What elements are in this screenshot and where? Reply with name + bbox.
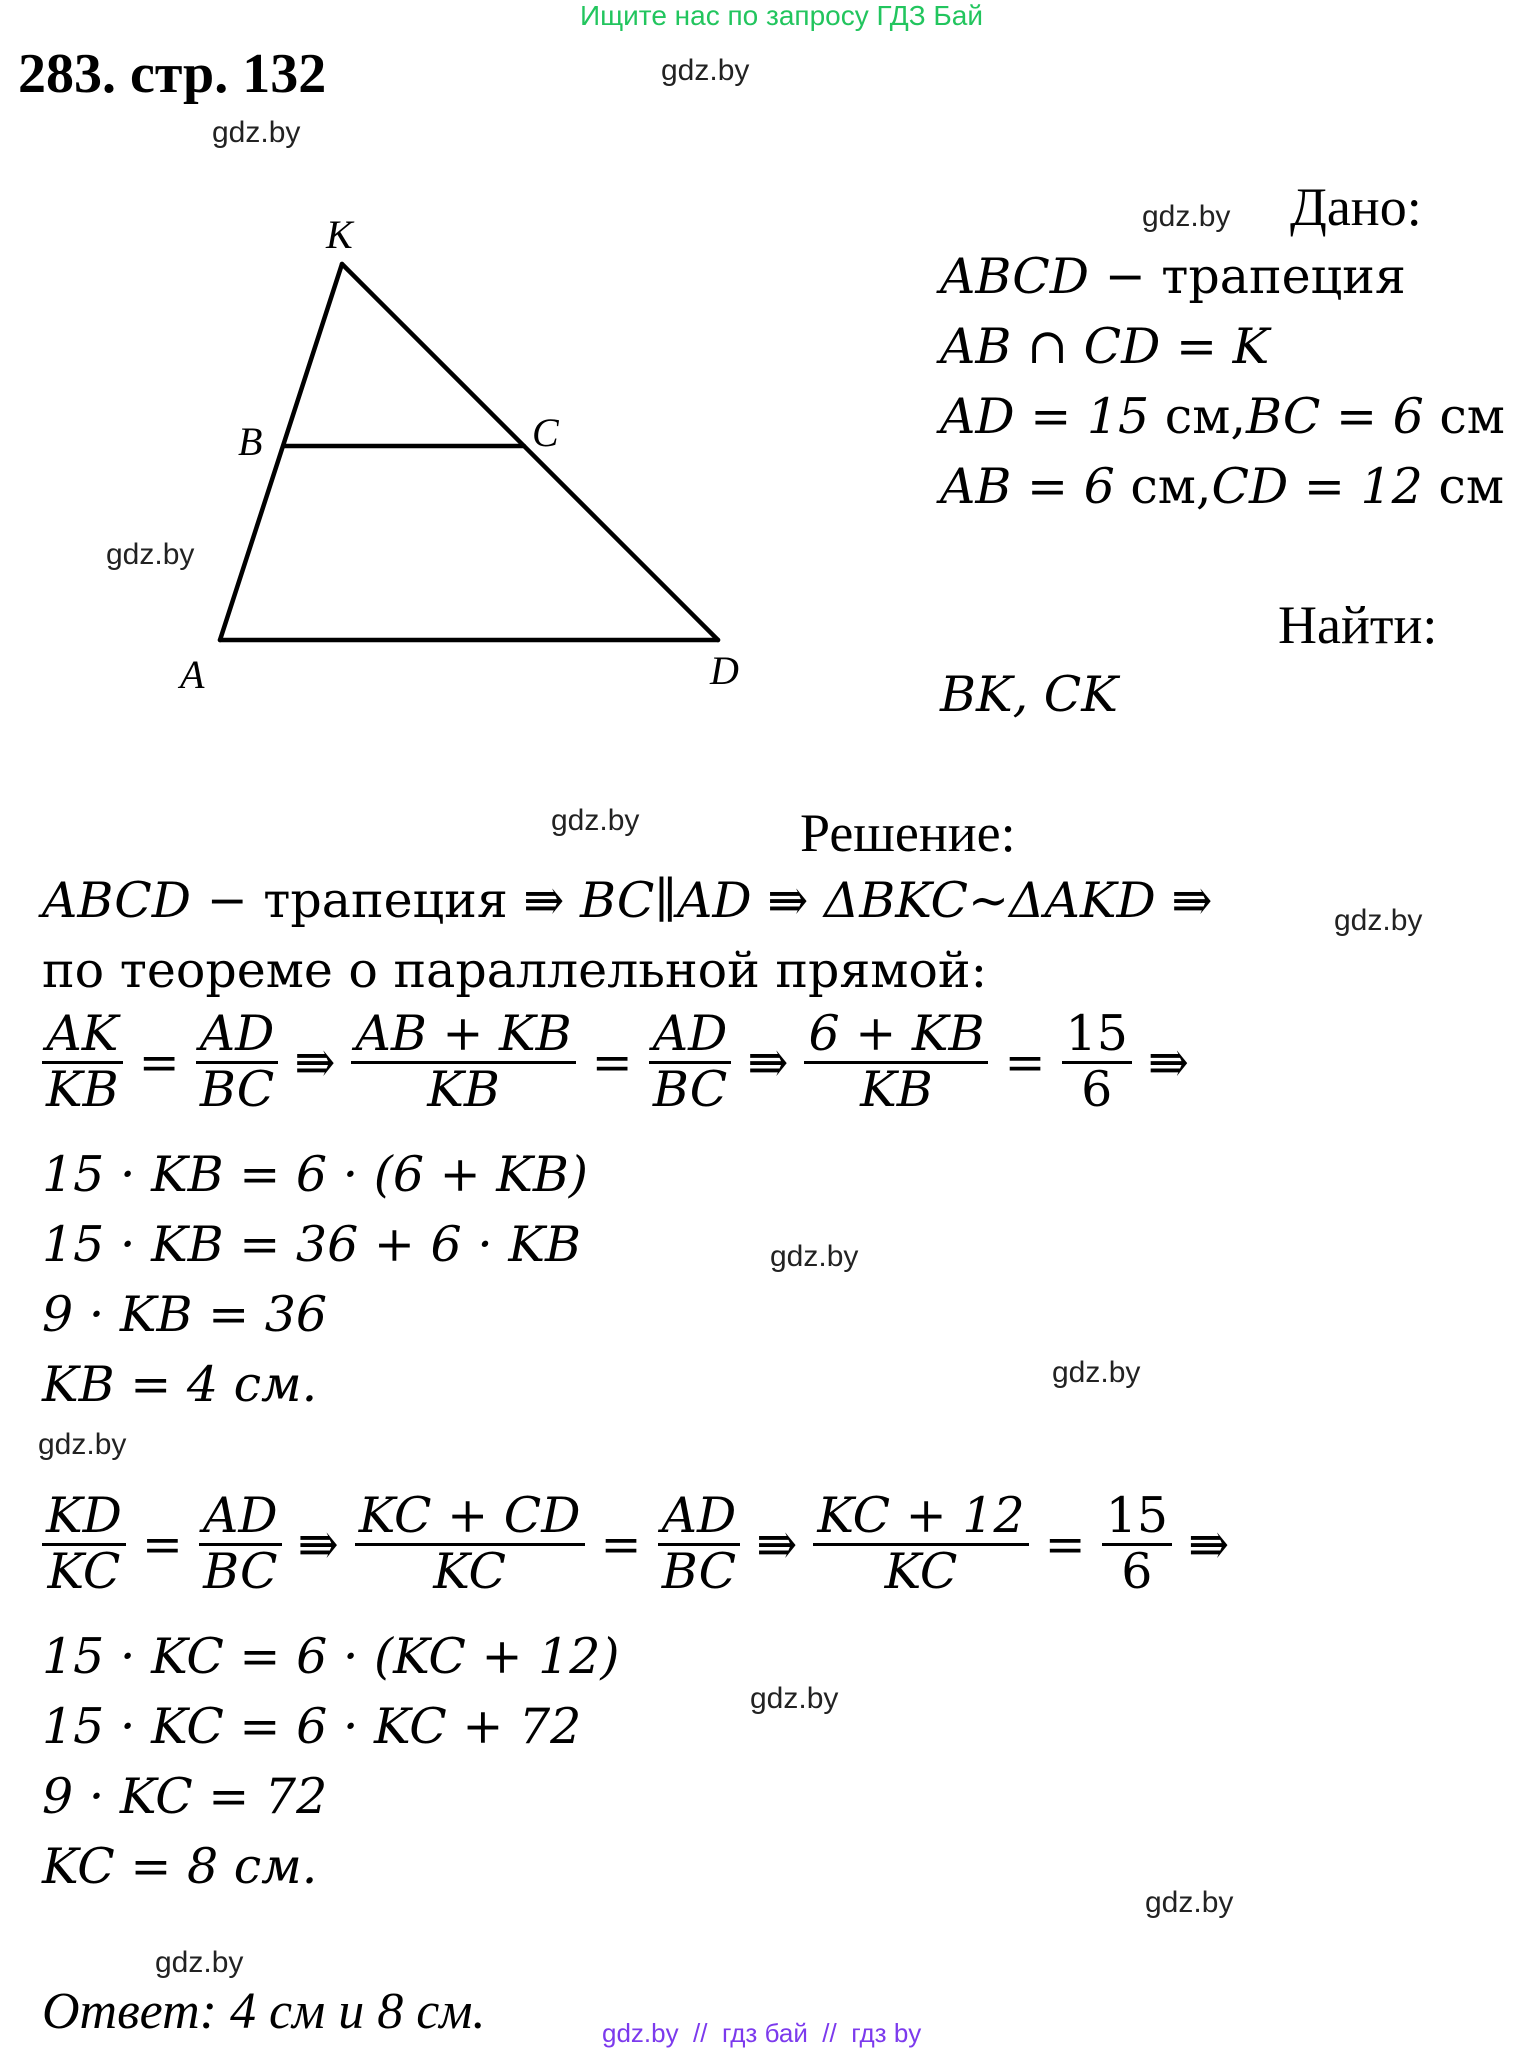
label-a: A	[180, 652, 205, 697]
implies-sign: ⇛	[756, 1515, 798, 1573]
trapezoid-figure	[0, 0, 760, 720]
watermark: gdz.by	[1145, 1886, 1234, 1919]
watermark: gdz.by	[38, 1428, 127, 1461]
label-k: K	[326, 212, 353, 257]
given-line-1	[940, 248, 1406, 305]
given-line-4-c: CD = 12	[1211, 458, 1423, 515]
equals-sign: =	[591, 1033, 633, 1091]
watermark: gdz.by	[551, 804, 640, 837]
fraction: $\frac{AB + KB}{KB}$	[351, 1008, 575, 1117]
watermark: gdz.by	[212, 116, 301, 149]
fraction: $\frac{15}{6}$	[1102, 1490, 1172, 1599]
find-value: BK, CK	[940, 666, 1118, 723]
watermark: gdz.by	[155, 1946, 244, 1979]
fraction: $\frac{6 + KB}{KB}$	[804, 1008, 988, 1117]
fraction: $\frac{KD}{KC}$	[42, 1490, 126, 1599]
given-line-3-d: см	[1423, 388, 1505, 445]
implies-sign: ⇛	[1147, 1033, 1189, 1091]
given-line-1-b: − трапеция	[1089, 248, 1406, 305]
label-c: C	[532, 410, 559, 455]
given-line-1-a: ABCD	[940, 248, 1090, 305]
watermark: gdz.by	[1142, 200, 1231, 233]
fraction: $\frac{KC + 12}{KC}$	[813, 1490, 1028, 1599]
given-line-3	[940, 388, 1505, 445]
fraction: $\frac{AD}{BC}$	[658, 1490, 741, 1599]
watermark: gdz.by	[106, 538, 195, 571]
kc-step-3: 9 · KC = 72	[42, 1768, 328, 1825]
fraction: $\frac{AD}{BC}$	[199, 1490, 282, 1599]
solution-line-1-d: ⇛	[751, 872, 824, 929]
solution-line-2: по теореме о параллельной прямой:	[42, 942, 988, 999]
given-line-3-b: см,	[1149, 388, 1246, 445]
equals-sign: =	[1004, 1033, 1046, 1091]
problem-title: 283. стр. 132	[18, 43, 327, 105]
answer: Ответ: 4 см и 8 см.	[42, 1983, 486, 2040]
given-line-3-a: AD = 15	[940, 388, 1150, 445]
watermark: gdz.by	[1052, 1356, 1141, 1389]
solution-line-1-b: − трапеция ⇛	[191, 872, 580, 929]
given-line-4-a: AB = 6	[940, 458, 1115, 515]
fraction: $\frac{15}{6}$	[1062, 1008, 1132, 1117]
label-b: B	[238, 419, 263, 464]
kb-step-1: 15 · KB = 6 · (6 + KB)	[42, 1146, 589, 1203]
label-d: D	[710, 648, 739, 693]
given-line-4-b: см,	[1114, 458, 1212, 515]
solution-line-1-a: ABCD	[42, 872, 192, 929]
solution-line-1	[42, 872, 1212, 929]
given-line-4-d: см	[1422, 458, 1504, 515]
kb-result: KB = 4 см.	[42, 1356, 318, 1413]
given-line-2: AB ∩ CD = K	[940, 318, 1270, 375]
watermark: gdz.by	[1334, 904, 1423, 937]
side-kd	[342, 264, 718, 640]
fraction: $\frac{AD}{BC}$	[649, 1008, 732, 1117]
implies-sign: ⇛	[747, 1033, 789, 1091]
kb-step-2: 15 · KB = 36 + 6 · KB	[42, 1216, 581, 1273]
given-heading: Дано:	[1290, 177, 1422, 237]
proportion-equation-1	[36, 1005, 1199, 1118]
fraction: $\frac{AD}{BC}$	[196, 1008, 279, 1117]
proportion-equation-2	[36, 1487, 1239, 1600]
solution-line-1-c: BC∥AD	[579, 872, 752, 929]
kc-step-2: 15 · KC = 6 · KC + 72	[42, 1698, 582, 1755]
equals-sign: =	[141, 1515, 183, 1573]
watermark: gdz.by	[661, 54, 750, 87]
solution-line-1-f: ⇛	[1155, 872, 1213, 929]
equals-sign: =	[600, 1515, 642, 1573]
implies-sign: ⇛	[294, 1033, 336, 1091]
watermark: gdz.by	[770, 1240, 859, 1273]
implies-sign: ⇛	[1188, 1515, 1230, 1573]
watermark: gdz.by	[750, 1682, 839, 1715]
implies-sign: ⇛	[297, 1515, 339, 1573]
solution-line-1-e: ΔBKC~ΔAKD	[823, 872, 1156, 929]
top-banner: Ищите нас по запросу ГДЗ Бай	[580, 0, 984, 31]
kc-step-1: 15 · KC = 6 · (KC + 12)	[42, 1628, 620, 1685]
solution-heading: Решение:	[800, 803, 1016, 863]
footer-links[interactable]: gdz.by // гдз бай // гдз by	[602, 2018, 922, 2048]
given-line-4	[940, 458, 1504, 515]
kb-step-3: 9 · KB = 36	[42, 1286, 328, 1343]
fraction: $\frac{KC + CD}{KC}$	[355, 1490, 585, 1599]
equals-sign: =	[138, 1033, 180, 1091]
equals-sign: =	[1044, 1515, 1086, 1573]
given-line-3-c: BC = 6	[1245, 388, 1424, 445]
fraction: $\frac{AK}{KB}$	[42, 1008, 123, 1117]
find-heading: Найти:	[1278, 595, 1438, 655]
kc-result: KC = 8 см.	[42, 1838, 318, 1895]
